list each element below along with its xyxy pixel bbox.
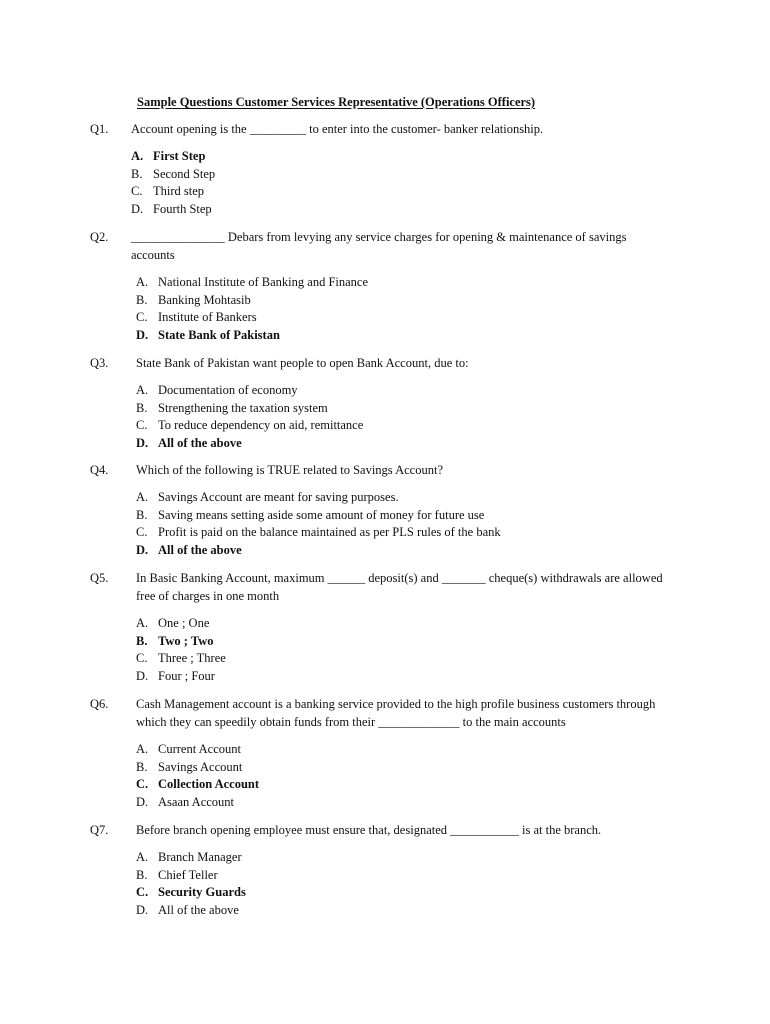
option-c: C. Institute of Bankers <box>136 310 257 325</box>
option-b: B. Saving means setting aside some amount of money for future use <box>136 507 485 522</box>
option-a: A. First Step <box>131 149 206 163</box>
question-text: Which of the following is TRUE related to Savings Account? <box>136 463 444 477</box>
option-b: B. Second Step <box>131 166 216 181</box>
option-list <box>131 148 691 218</box>
question-number: Q7. <box>90 823 109 837</box>
question-number: Q1. <box>90 122 109 136</box>
question-number: Q5. <box>90 571 109 585</box>
question-text: Cash Management account is a banking service provided to the high profile business customers through which they can speedily obtain funds from their _____________ to the main accounts <box>136 697 659 729</box>
question-text: In Basic Banking Account, maximum ______ deposit(s) and _______ cheque(s) withdrawals are allowed free of charges in one month <box>136 571 666 603</box>
option-c: C. Profit is paid on the balance maintained as per PLS rules of the bank <box>136 525 501 540</box>
option-list <box>136 849 696 919</box>
option-d: D. Four ; Four <box>136 668 215 683</box>
option-c: C. Third step <box>131 184 205 199</box>
option-list <box>136 382 696 452</box>
question-text: Before branch opening employee must ensure that, designated ___________ is at the branch. <box>136 823 602 837</box>
question-number: Q3. <box>90 356 109 370</box>
question-number: Q6. <box>90 697 109 711</box>
document-title: Sample Questions Customer Services Representative (Operations Officers) <box>137 95 536 109</box>
option-list <box>136 741 696 811</box>
option-c: C. Security Guards <box>136 885 246 900</box>
option-b: B. Strengthening the taxation system <box>136 400 328 415</box>
option-d: D. State Bank of Pakistan <box>136 327 280 342</box>
question-text: Account opening is the _________ to enter into the customer- banker relationship. <box>131 122 544 136</box>
option-d: D. All of the above <box>136 435 242 450</box>
option-a: A. National Institute of Banking and Finance <box>136 275 369 289</box>
option-c: C. Three ; Three <box>136 651 226 666</box>
option-b: B. Two ; Two <box>136 633 214 648</box>
option-a: A. Branch Manager <box>136 850 242 864</box>
question-number: Q2. <box>90 230 109 244</box>
option-a: A. Documentation of economy <box>136 383 298 397</box>
option-a: A. Current Account <box>136 742 241 756</box>
option-b: B. Chief Teller <box>136 867 218 882</box>
question-number: Q4. <box>90 463 109 477</box>
option-d: D. Asaan Account <box>136 794 235 809</box>
option-a: A. Savings Account are meant for saving purposes. <box>136 490 399 504</box>
question-text: State Bank of Pakistan want people to open Bank Account, due to: <box>136 356 469 370</box>
question-text: _______________ Debars from levying any service charges for opening & maintenance of savings accounts <box>131 230 630 262</box>
option-list <box>136 489 696 559</box>
option-d: D. All of the above <box>136 902 239 917</box>
option-list <box>136 274 696 344</box>
option-b: B. Savings Account <box>136 759 243 774</box>
option-b: B. Banking Mohtasib <box>136 292 251 307</box>
option-c: C. Collection Account <box>136 777 260 792</box>
option-d: D. Fourth Step <box>131 201 212 216</box>
option-c: C. To reduce dependency on aid, remittance <box>136 418 364 433</box>
option-list <box>136 615 696 685</box>
option-d: D. All of the above <box>136 542 242 557</box>
option-a: A. One ; One <box>136 616 210 630</box>
